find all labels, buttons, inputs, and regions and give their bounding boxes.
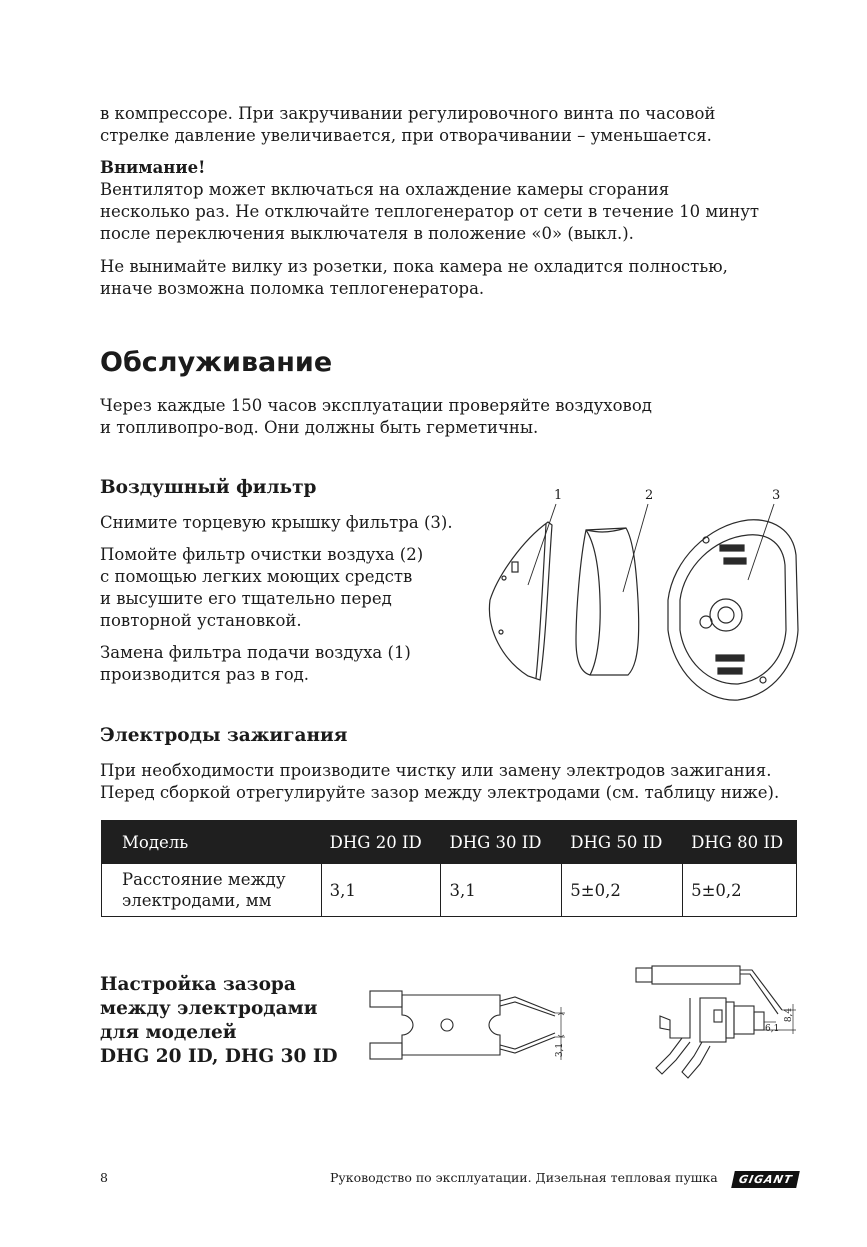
nozzle-electrode-drawing [630, 960, 810, 1085]
filter-cover-part [489, 522, 552, 680]
air-filter-p2-line-3: и высушите его тщательно перед [100, 589, 392, 608]
electrode-gap-table [101, 820, 797, 917]
attention-line-2: несколько раз. Не отключайте теплогенератор от сети в течение 10 минут [100, 202, 760, 221]
table-cell-dhg30: 3,1 [441, 864, 562, 917]
air-filter-p2-line-2: с помощью легких моющих средств [100, 567, 413, 586]
gap-setup-line-3: для моделей [100, 1022, 237, 1043]
air-filter-illustration [468, 480, 808, 710]
warning-line-1: Не вынимайте вилку из розетки, пока камера не охладится полностью, [100, 257, 728, 276]
table-header-dhg50: DHG 50 ID [562, 821, 683, 864]
air-filter-p3-line-2: производится раз в год. [100, 665, 310, 684]
attention-line-1: Вентилятор может включаться на охлаждение камеры сгорания [100, 180, 670, 199]
electrodes-heading: Электроды зажигания [100, 725, 348, 746]
air-filter-figure [468, 480, 808, 710]
air-filter-p3-line-1: Замена фильтра подачи воздуха (1) [100, 643, 411, 662]
electrode-diagram-left [365, 985, 580, 1075]
table-header-dhg80: DHG 80 ID [683, 821, 797, 864]
air-filter-p2-line-4: повторной установкой. [100, 611, 302, 630]
electrode-gap-drawing [365, 985, 580, 1075]
electrodes-line-2: Перед сборкой отрегулируйте зазор между электродами (см. таблицу ниже). [100, 783, 780, 802]
maintenance-line-2: и топливопро-вод. Они должны быть герметичны. [100, 418, 539, 437]
row-label-line-2: электродами, мм [122, 891, 272, 910]
filter-element-part [576, 528, 639, 675]
gap-dim-right-b: 6,1 [765, 1024, 780, 1034]
warning-line-2: иначе возможна поломка теплогенератора. [100, 279, 485, 298]
electrodes-line-1: При необходимости производите чистку или замену электродов зажигания. [100, 761, 772, 780]
figure-label-3: 3 [772, 488, 781, 503]
table-row [102, 864, 797, 917]
gap-setup-heading [100, 973, 338, 1069]
gap-setup-line-2: между электродами [100, 998, 318, 1019]
footer-title: Руководство по эксплуатации. Дизельная тепловая пушка [330, 1170, 718, 1185]
intro-line-2: стрелке давление увеличивается, при отворачивании – уменьшается. [100, 126, 712, 145]
table-header-row [102, 821, 797, 864]
gap-dim-right-a: 8,4 [784, 1007, 795, 1023]
table-row-label [102, 864, 322, 917]
air-filter-heading: Воздушный фильтр [100, 477, 317, 498]
table-header-dhg20: DHG 20 ID [321, 821, 441, 864]
gigant-logo: GIGANT [731, 1171, 800, 1188]
table-header-dhg30: DHG 30 ID [441, 821, 562, 864]
electrode-diagram-right [630, 960, 810, 1085]
page-number: 8 [100, 1170, 108, 1185]
table-cell-dhg80: 5±0,2 [683, 864, 797, 917]
air-filter-p2-line-1: Помойте фильтр очистки воздуха (2) [100, 545, 424, 564]
figure-label-1: 1 [554, 488, 563, 503]
maintenance-line-1: Через каждые 150 часов эксплуатации проверяйте воздуховод [100, 396, 652, 415]
row-label-line-1: Расстояние между [122, 870, 286, 889]
gap-setup-line-1: Настройка зазора [100, 974, 296, 995]
attention-title: Внимание! [100, 158, 206, 177]
table-header-model: Модель [102, 821, 322, 864]
attention-line-3: после переключения выключателя в положение «0» (выкл.). [100, 224, 634, 243]
intro-line-1: в компрессоре. При закручивании регулировочного винта по часовой [100, 104, 716, 123]
gap-dim-left: 3,1 [555, 1042, 566, 1058]
air-filter-p1: Снимите торцевую крышку фильтра (3). [100, 513, 453, 532]
maintenance-heading: Обслуживание [100, 347, 333, 378]
table-cell-dhg50: 5±0,2 [562, 864, 683, 917]
gap-setup-line-4: DHG 20 ID, DHG 30 ID [100, 1046, 338, 1067]
table-cell-dhg20: 3,1 [321, 864, 441, 917]
figure-label-2: 2 [645, 488, 654, 503]
